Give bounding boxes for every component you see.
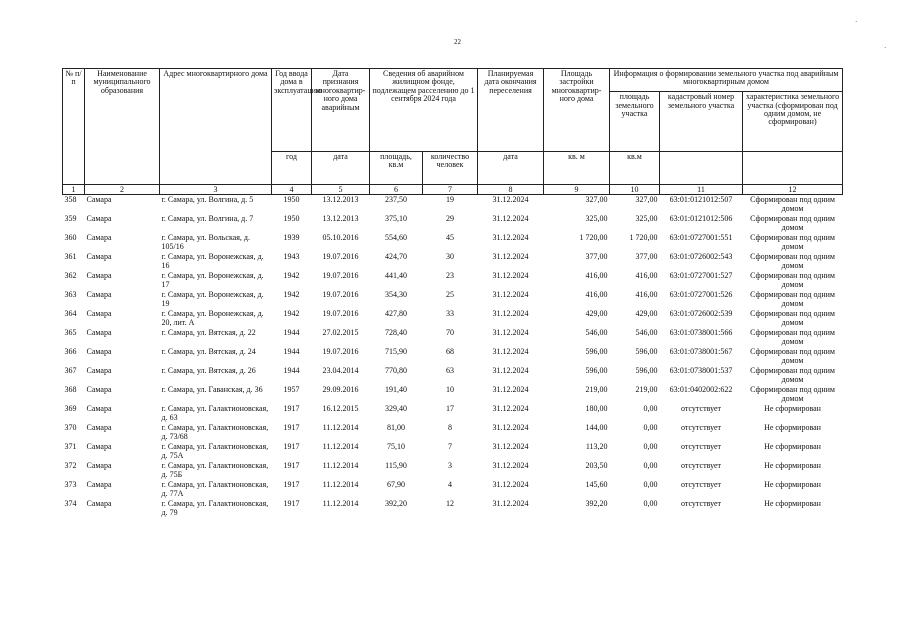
row-year: 1917 [283,442,300,451]
header-year: Год ввода дома в эксплуатацию [272,69,312,152]
row-area: 75,10 [387,442,405,451]
table-row [63,271,843,290]
header-land-status: характеристика земельного участка (сформирован под одним домом, не сформирован) [743,92,843,152]
header-cadastral: кадастровый номер земельного участка [660,92,743,152]
row-cadastral: 63:01:0402002:622 [669,385,733,394]
row-area: 392,20 [385,499,407,508]
row-emergency-date: 29.09.2016 [322,385,359,394]
row-emergency-date: 11.12.2014 [322,423,359,432]
row-address: г. Самара, ул. Галактионовская, д. 77А [161,480,269,499]
row-building-area: 327,00 [585,195,608,204]
row-people: 7 [448,442,452,451]
row-address: г. Самара, ул. Галактионовская, д. 75Б [161,461,269,480]
row-status: Сформирован под одним домом [750,328,835,347]
row-emergency-date: 27.02.2015 [322,328,359,337]
row-address: г. Самара, ул. Воронежская, д. 17 [161,271,264,290]
row-address: г. Самара, ул. Вольская, д. 105/16 [161,233,251,252]
row-year: 1917 [283,404,300,413]
row-emergency-date: 19.07.2016 [322,347,359,356]
row-address: г. Самара, ул. Галактионовская, д. 63 [161,404,269,423]
row-cadastral: 63:01:0738001:537 [669,366,733,375]
row-land-area: 546,00 [635,328,658,337]
row-year: 1917 [283,423,300,432]
row-emergency-date: 11.12.2014 [322,480,359,489]
row-address: г. Самара, ул. Вятская, д. 22 [161,328,256,337]
row-status: Сформирован под одним домом [750,214,835,233]
row-year: 1939 [283,233,300,242]
row-number: 370 [64,423,77,432]
row-year: 1917 [283,461,300,470]
row-building-area: 219,00 [585,385,608,394]
row-emergency-date: 11.12.2014 [322,442,359,451]
column-number: 8 [478,185,544,195]
row-people: 70 [446,328,454,337]
row-people: 68 [446,347,454,356]
unit-date: дата [312,152,370,185]
table-row [63,404,843,423]
row-people: 19 [446,195,454,204]
table-row [63,252,843,271]
row-number: 359 [64,214,77,223]
row-status: Сформирован под одним домом [750,290,835,309]
row-land-area: 0,00 [643,499,658,508]
unit-land-area: кв.м [610,152,660,185]
row-end-date: 31.12.2024 [492,480,529,489]
row-number: 369 [64,404,77,413]
row-land-area: 0,00 [643,442,658,451]
row-emergency-date: 05.10.2016 [322,233,359,242]
row-cadastral: отсутствует [681,404,722,413]
table-row [63,461,843,480]
row-number: 365 [64,328,77,337]
row-status: Сформирован под одним домом [750,252,835,271]
row-address: г. Самара, ул. Воронежская, д. 20, лит. А [161,309,264,328]
row-status: Сформирован под одним домом [750,309,835,328]
row-year: 1944 [283,347,300,356]
row-year: 1942 [283,309,300,318]
row-address: г. Самара, ул. Вятская, д. 24 [161,347,256,356]
row-end-date: 31.12.2024 [492,309,529,318]
row-area: 375,10 [385,214,407,223]
row-area: 770,80 [385,366,407,375]
scan-mark: · [884,44,887,52]
row-area: 115,90 [385,461,407,470]
column-number: 11 [660,185,743,195]
row-end-date: 31.12.2024 [492,290,529,299]
unit-building-area: кв. м [544,152,610,185]
emergency-housing-table [62,68,843,518]
row-building-area: 392,20 [585,499,608,508]
row-area: 728,40 [385,328,407,337]
row-emergency-date: 23.04.2014 [322,366,359,375]
row-number: 362 [64,271,77,280]
row-cadastral: отсутствует [681,442,722,451]
row-end-date: 31.12.2024 [492,499,529,508]
row-area: 191,40 [385,385,407,394]
row-year: 1917 [283,499,300,508]
row-building-area: 113,20 [585,442,608,451]
row-year: 1957 [283,385,300,394]
column-number: 5 [312,185,370,195]
column-number: 12 [743,185,843,195]
row-cadastral: 63:01:0738001:567 [669,347,733,356]
row-cadastral: 63:01:0727001:551 [669,233,733,242]
table-row [63,385,843,404]
row-status: Не сформирован [764,404,821,413]
unit-year: год [272,152,312,185]
column-number: 1 [63,185,85,195]
row-area: 354,30 [385,290,407,299]
row-year: 1942 [283,290,300,299]
row-municipality: Самара [86,480,112,489]
column-number: 6 [370,185,423,195]
row-number: 371 [64,442,77,451]
table-row [63,499,843,518]
header-building-area: Площадь застройки многоквартир-ного дома [544,69,610,152]
row-building-area: 144,00 [585,423,608,432]
row-emergency-date: 13.12.2013 [322,214,359,223]
row-people: 30 [446,252,454,261]
header-emergency-date: Дата признания многоквартир-ного дома аварийным [312,69,370,152]
row-municipality: Самара [86,252,112,261]
row-status: Сформирован под одним домом [750,195,835,214]
row-municipality: Самара [86,404,112,413]
row-municipality: Самара [86,195,112,204]
header-land-area: площадь земельного участка [610,92,660,152]
page-number: 22 [454,38,461,46]
row-number: 373 [64,480,77,489]
row-number: 363 [64,290,77,299]
row-emergency-date: 19.07.2016 [322,290,359,299]
row-municipality: Самара [86,290,112,299]
row-land-area: 0,00 [643,461,658,470]
row-area: 715,90 [385,347,407,356]
row-year: 1944 [283,366,300,375]
row-address: г. Самара, ул. Галактионовская, д. 79 [161,499,269,518]
unit-end-date: дата [478,152,544,185]
column-number: 4 [272,185,312,195]
row-emergency-date: 19.07.2016 [322,252,359,261]
row-people: 45 [446,233,454,242]
row-people: 3 [448,461,452,470]
row-building-area: 429,00 [585,309,608,318]
row-land-area: 596,00 [635,366,658,375]
row-year: 1950 [283,214,300,223]
row-number: 372 [64,461,77,470]
row-number: 366 [64,347,77,356]
row-address: г. Самара, ул. Гаванская, д. 36 [161,385,263,394]
table-row [63,309,843,328]
row-emergency-date: 11.12.2014 [322,461,359,470]
row-year: 1943 [283,252,300,261]
row-building-area: 416,00 [585,271,608,280]
row-municipality: Самара [86,214,112,223]
row-land-area: 0,00 [643,404,658,413]
row-end-date: 31.12.2024 [492,214,529,223]
row-end-date: 31.12.2024 [492,252,529,261]
row-cadastral: отсутствует [681,423,722,432]
row-number: 360 [64,233,77,242]
row-end-date: 31.12.2024 [492,195,529,204]
row-cadastral: отсутствует [681,461,722,470]
row-end-date: 31.12.2024 [492,385,529,394]
row-people: 33 [446,309,454,318]
table-row [63,233,843,252]
row-cadastral: отсутствует [681,480,722,489]
row-land-area: 416,00 [635,290,658,299]
row-end-date: 31.12.2024 [492,423,529,432]
row-people: 10 [446,385,454,394]
row-land-area: 325,00 [635,214,658,223]
row-municipality: Самара [86,423,112,432]
row-cadastral: 63:01:0738001:566 [669,328,733,337]
row-emergency-date: 19.07.2016 [322,309,359,318]
header-number: № п/п [63,69,85,185]
row-land-area: 1 720,00 [629,233,658,242]
row-status: Сформирован под одним домом [750,271,835,290]
table-row [63,480,843,499]
column-number: 3 [160,185,272,195]
row-land-area: 377,00 [635,252,658,261]
row-land-area: 327,00 [635,195,658,204]
row-municipality: Самара [86,366,112,375]
row-area: 427,80 [385,309,407,318]
row-status: Сформирован под одним домом [750,347,835,366]
row-municipality: Самара [86,385,112,394]
row-area: 329,40 [385,404,407,413]
row-cadastral: 63:01:0121012:506 [669,214,733,223]
row-address: г. Самара, ул. Воронежская, д. 16 [161,252,264,271]
row-address: г. Самара, ул. Волгина, д. 7 [161,214,254,223]
row-end-date: 31.12.2024 [492,366,529,375]
row-people: 25 [446,290,454,299]
row-status: Не сформирован [764,461,821,470]
row-end-date: 31.12.2024 [492,233,529,242]
row-emergency-date: 16.12.2015 [322,404,359,413]
row-year: 1917 [283,480,300,489]
row-end-date: 31.12.2024 [492,347,529,356]
table-row [63,214,843,233]
row-building-area: 145,60 [585,480,608,489]
row-cadastral: 63:01:0727001:527 [669,271,733,280]
row-emergency-date: 19.07.2016 [322,271,359,280]
header-emergency-fund: Сведения об аварийном жилищном фонде, подлежащем расселению до 1 сентября 2024 года [370,69,478,152]
row-building-area: 325,00 [585,214,608,223]
column-number-row [63,185,843,195]
row-land-area: 416,00 [635,271,658,280]
row-land-area: 429,00 [635,309,658,318]
scan-mark: · [855,18,858,26]
row-number: 367 [64,366,77,375]
table-row [63,366,843,385]
row-status: Не сформирован [764,480,821,489]
row-year: 1942 [283,271,300,280]
row-area: 441,40 [385,271,407,280]
row-end-date: 31.12.2024 [492,271,529,280]
row-address: г. Самара, ул. Волгина, д. 5 [161,195,254,204]
unit-status [743,152,843,185]
row-municipality: Самара [86,442,112,451]
row-end-date: 31.12.2024 [492,442,529,451]
row-building-area: 416,00 [585,290,608,299]
row-people: 17 [446,404,454,413]
row-status: Не сформирован [764,442,821,451]
table-row [63,347,843,366]
row-cadastral: 63:01:0121012:507 [669,195,733,204]
row-area: 424,70 [385,252,407,261]
row-number: 368 [64,385,77,394]
table-row [63,442,843,461]
row-area: 67,90 [387,480,405,489]
row-end-date: 31.12.2024 [492,404,529,413]
row-status: Не сформирован [764,499,821,508]
row-municipality: Самара [86,271,112,280]
table-row [63,290,843,309]
header-municipality: Наименование муниципального образования [85,69,160,185]
row-building-area: 180,00 [585,404,608,413]
column-number: 2 [85,185,160,195]
unit-people: количество человек [423,152,478,185]
row-people: 23 [446,271,454,280]
row-land-area: 596,00 [635,347,658,356]
row-land-area: 0,00 [643,480,658,489]
unit-cadastral [660,152,743,185]
header-end-date: Планируемая дата окончания переселения [478,69,544,152]
header-land-info: Информация о формировании земельного участка под аварийным многоквартирным домом [610,69,843,92]
table-row [63,195,843,215]
row-land-area: 219,00 [635,385,658,394]
column-number: 7 [423,185,478,195]
row-land-area: 0,00 [643,423,658,432]
row-municipality: Самара [86,233,112,242]
row-cadastral: 63:01:0726002:543 [669,252,733,261]
row-building-area: 596,00 [585,347,608,356]
table-row [63,328,843,347]
row-building-area: 203,50 [585,461,608,470]
row-status: Сформирован под одним домом [750,385,835,404]
table-row [63,423,843,442]
row-people: 4 [448,480,452,489]
row-number: 361 [64,252,77,261]
row-status: Не сформирован [764,423,821,432]
row-cadastral: 63:01:0726002:539 [669,309,733,318]
row-number: 358 [64,195,77,204]
row-address: г. Самара, ул. Воронежская, д. 19 [161,290,264,309]
unit-area: площадь, кв.м [370,152,423,185]
row-cadastral: отсутствует [681,499,722,508]
row-address: г. Самара, ул. Галактионовская, д. 73/68 [161,423,269,442]
row-building-area: 377,00 [585,252,608,261]
row-status: Сформирован под одним домом [750,366,835,385]
row-emergency-date: 13.12.2013 [322,195,359,204]
row-municipality: Самара [86,309,112,318]
row-address: г. Самара, ул. Галактионовская, д. 75А [161,442,269,461]
row-building-area: 546,00 [585,328,608,337]
column-number: 10 [610,185,660,195]
row-end-date: 31.12.2024 [492,328,529,337]
row-municipality: Самара [86,499,112,508]
row-people: 8 [448,423,452,432]
row-people: 63 [446,366,454,375]
row-year: 1944 [283,328,300,337]
row-area: 554,60 [385,233,407,242]
row-area: 81,00 [387,423,405,432]
row-number: 364 [64,309,77,318]
row-people: 12 [446,499,454,508]
row-municipality: Самара [86,461,112,470]
row-building-area: 596,00 [585,366,608,375]
row-cadastral: 63:01:0727001:526 [669,290,733,299]
row-municipality: Самара [86,347,112,356]
row-emergency-date: 11.12.2014 [322,499,359,508]
row-address: г. Самара, ул. Вятская, д. 26 [161,366,256,375]
row-area: 237,50 [385,195,407,204]
row-building-area: 1 720,00 [579,233,608,242]
row-year: 1950 [283,195,300,204]
row-status: Сформирован под одним домом [750,233,835,252]
header-address: Адрес многоквартирного дома [160,69,272,185]
row-people: 29 [446,214,454,223]
row-municipality: Самара [86,328,112,337]
row-end-date: 31.12.2024 [492,461,529,470]
column-number: 9 [544,185,610,195]
row-number: 374 [64,499,77,508]
